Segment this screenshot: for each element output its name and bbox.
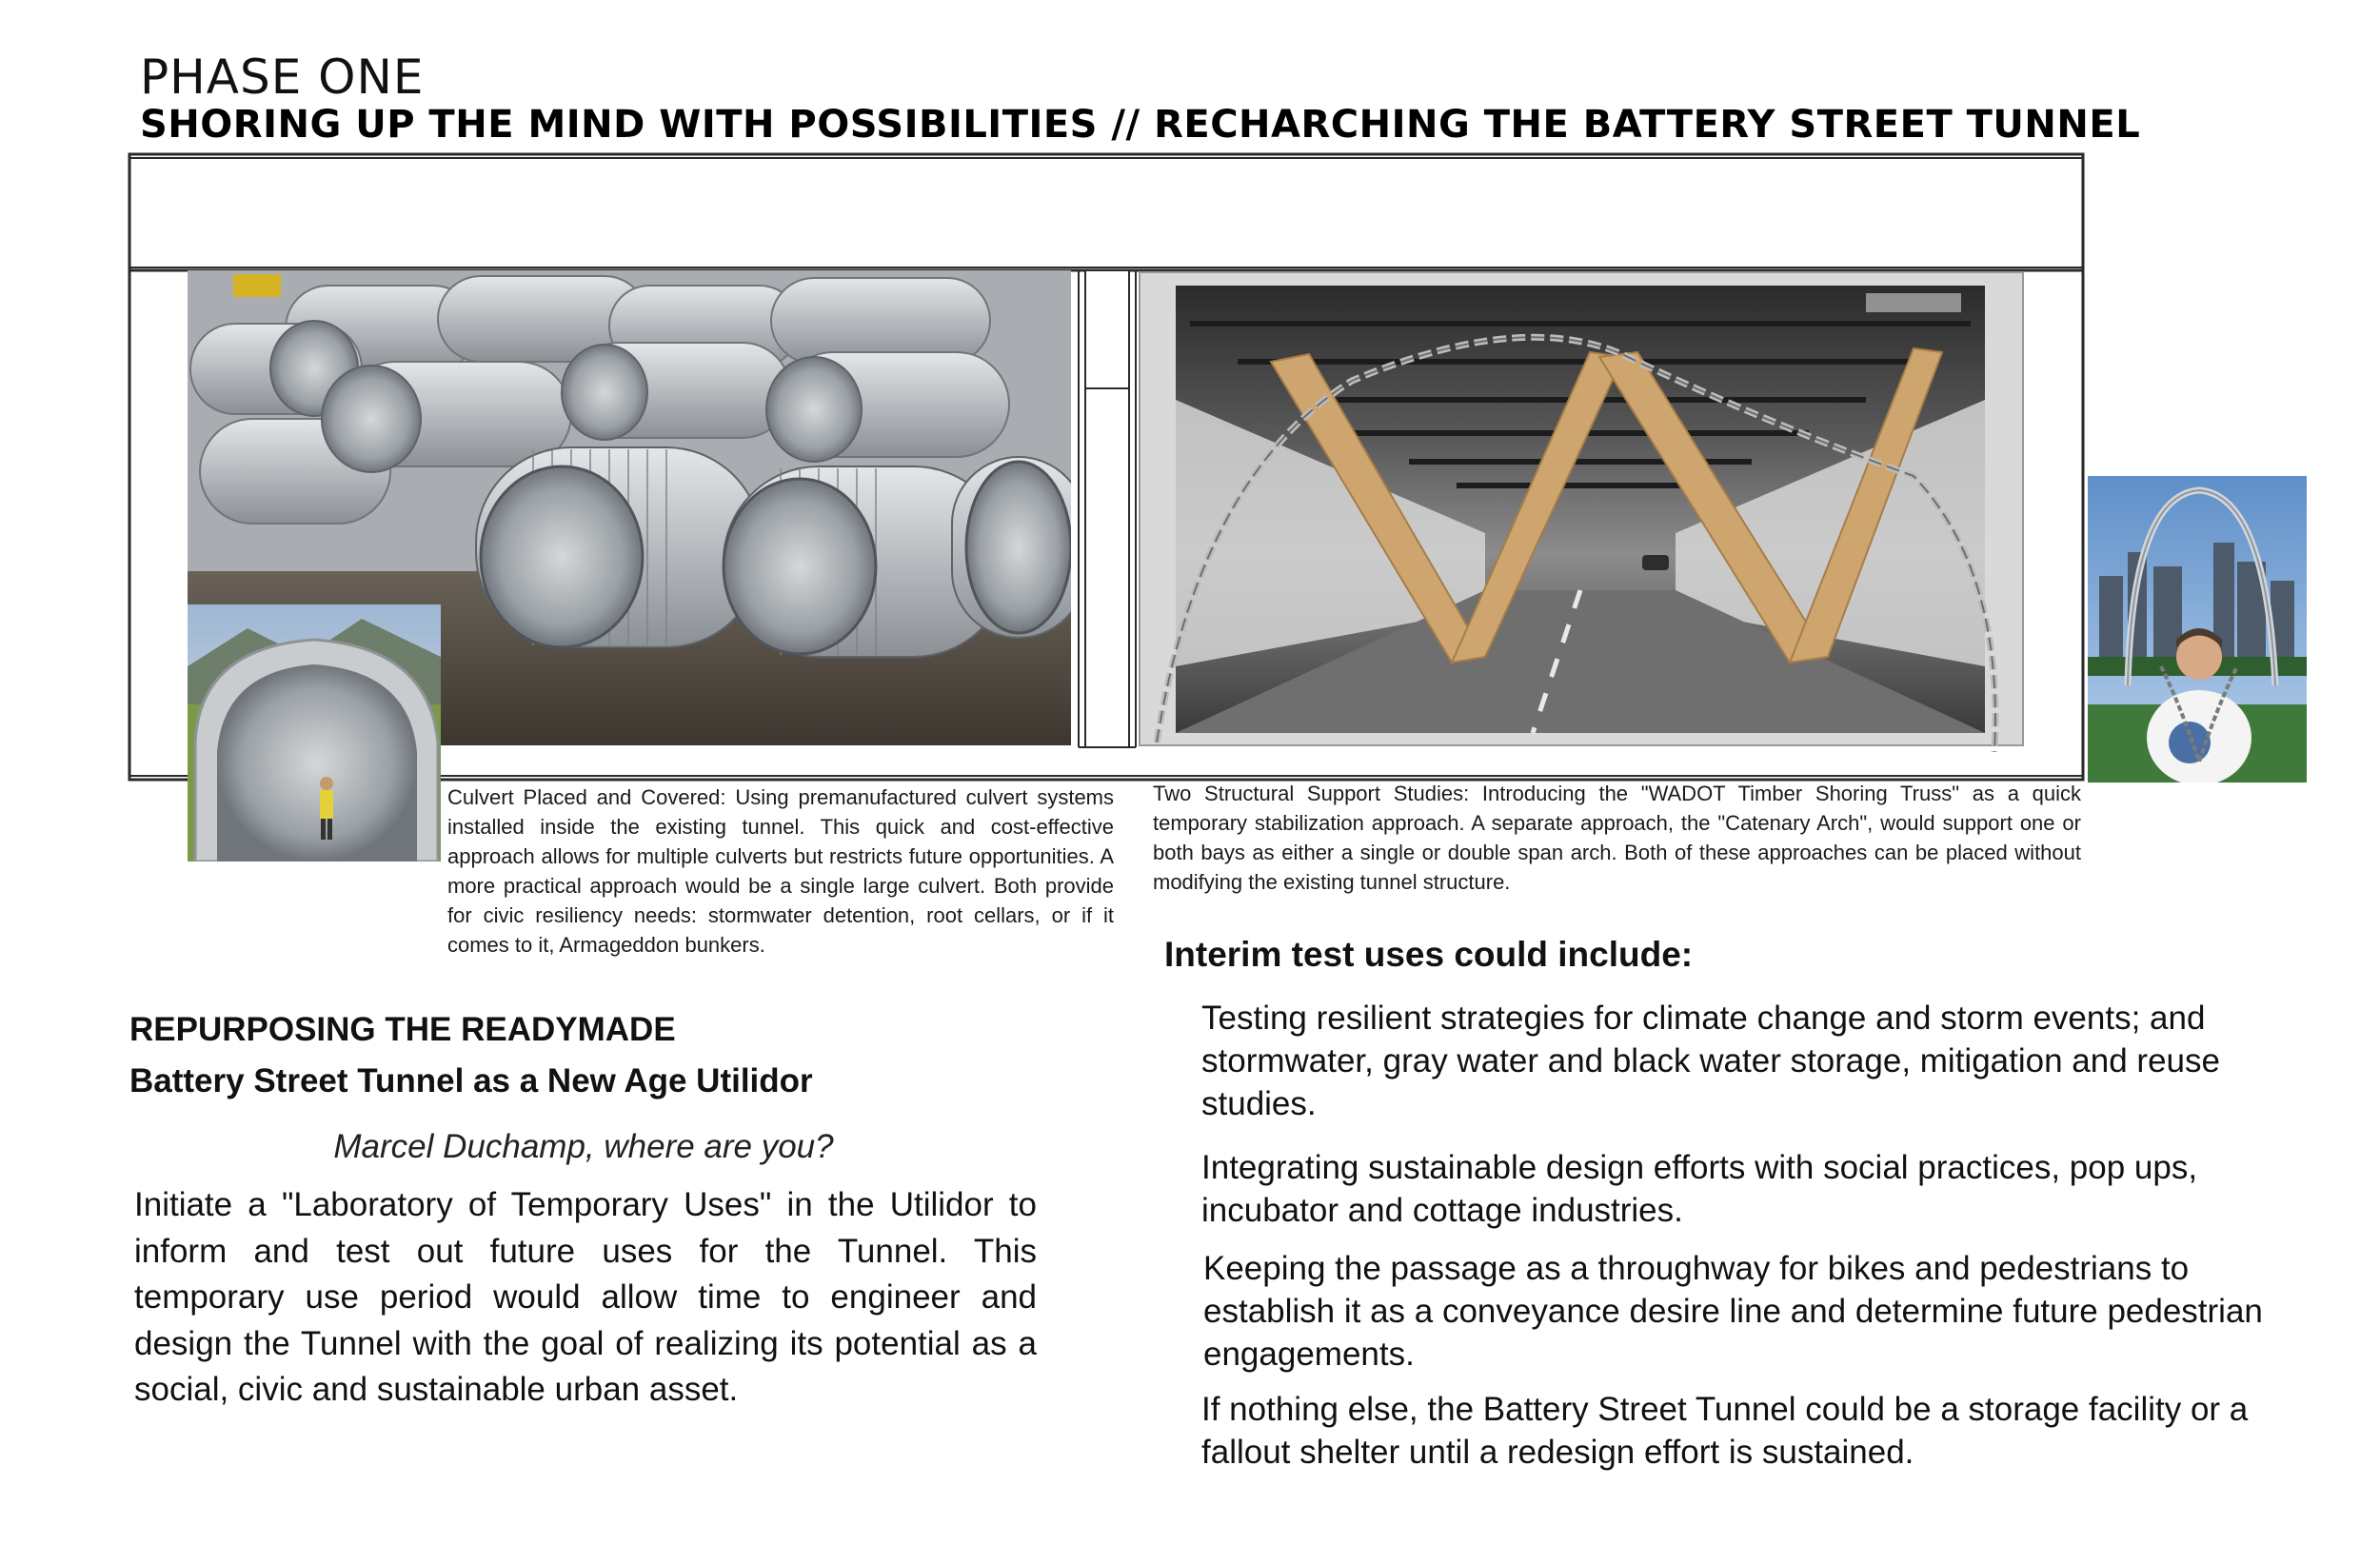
interim-use-throughway: Keeping the passage as a throughway for bikes and pedestrians to establish it as a conveyance desire line and determine future pedestrian engagements. [1203, 1250, 2263, 1373]
large-culvert-photo [188, 604, 441, 862]
structural-support-photo [1140, 272, 2023, 752]
tunnel-lower-frame [129, 270, 2083, 780]
culvert-caption: Culvert Placed and Covered: Using premanufactured culvert systems installed inside the existing tunnel. This quick and cost-effective approach allows for multiple culverts but restricts future opportunities. A more practical approach would be a single large culvert. Both provide for civic resiliency needs: stormwater detention, root cellars, or if it comes to it, Armageddon bunkers. [447, 785, 1114, 957]
page-subtitle: SHORING UP THE MIND WITH POSSIBILITIES // RECHARCHING THE BATTERY STREET TUNNEL [140, 103, 2141, 147]
phase-heading: PHASE ONE [140, 50, 425, 105]
interim-use-sustainable-design: Integrating sustainable design efforts with social practices, pop ups, incubator and cottage industries. [1201, 1149, 2198, 1229]
duchamp-quote: Marcel Duchamp, where are you? [333, 1128, 834, 1165]
culvert-pipes-photo [188, 270, 1085, 745]
tunnel-upper-frame [129, 154, 2083, 270]
interim-uses-heading: Interim test uses could include: [1164, 935, 1694, 974]
laboratory-paragraph: Initiate a "Laboratory of Temporary Uses" in the Utilidor to inform and test out future uses for the Tunnel. This temporary use period would allow time to engineer and design the Tunnel with the goal of realizing its potential as a social, civic and sustainable urban asset. [134, 1186, 1037, 1408]
interim-use-resilient-strategies: Testing resilient strategies for climate change and storm events; and stormwater, gray water and black water storage, mitigation and reuse studies. [1201, 1000, 2220, 1122]
structural-support-caption: Two Structural Support Studies: Introducing the "WADOT Timber Shoring Truss" as a quick temporary stabilization approach. A separate approach, the "Catenary Arch", would support one or both bays as either a single or double span arch. Both of these approaches can be placed without modifying the existing tunnel structure. [1153, 782, 2081, 894]
utilidor-subheading: Battery Street Tunnel as a New Age Utilidor [129, 1062, 813, 1099]
repurposing-heading: REPURPOSING THE READYMADE [129, 1011, 676, 1048]
interim-use-storage-shelter: If nothing else, the Battery Street Tunnel could be a storage facility or a fallout shelter until a redesign effort is sustained. [1201, 1391, 2249, 1471]
catenary-arch-photo [2088, 476, 2307, 785]
